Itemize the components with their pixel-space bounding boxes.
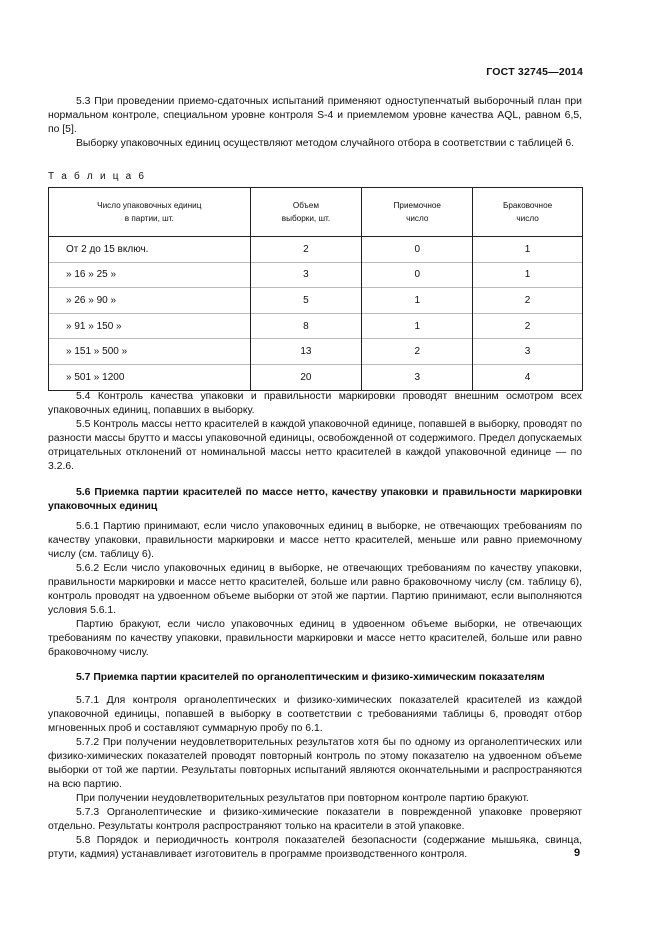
- section-heading-5-6: 5.6 Приемка партии красителей по массе нетто, качеству упаковки и правильности маркировки упаковочных единиц: [48, 487, 582, 512]
- paragraph-5-4: 5.4 Контроль качества упаковки и правильности маркировки проводят внешним осмотром всех упаковочных единиц, попавших в выборку.: [48, 391, 582, 416]
- cell-sample-size: 13: [250, 339, 362, 365]
- table-row: [49, 237, 583, 263]
- table-row: [49, 313, 583, 339]
- body-block: [48, 390, 582, 862]
- cell-rejection-number: 2: [473, 288, 583, 314]
- paragraph-reject: Партию бракуют, если число упаковочных единиц в удвоенном объеме выборки, не отвечающих требованиям по качеству упаковки, правильности маркировки и массе нетто красителей, больше или равно браковочному числу.: [48, 619, 582, 658]
- cell-lot-size: От 2 до 15 включ.: [49, 237, 251, 263]
- section-heading-5-7: 5.7 Приемка партии красителей по органолептическим и физико-химическим показателям: [76, 672, 545, 683]
- cell-acceptance-number: 0: [362, 262, 473, 288]
- cell-rejection-number: 1: [473, 262, 583, 288]
- cell-lot-size: » 16 » 25 »: [49, 262, 251, 288]
- cell-sample-size: 20: [250, 364, 362, 390]
- paragraph-5-6-1: 5.6.1 Партию принимают, если число упаковочных единиц в выборке, не отвечающих требованиям по качеству упаковки, правильности маркировки и массе нетто красителей, меньше или равно приемочному числу (см. таблицу 6).: [48, 521, 582, 560]
- paragraph-5-7-3: 5.7.3 Органолептические и физико-химические показатели в поврежденной упаковке проверяют отдельно. Результаты контроля распространяют только на красители в этой упаковке.: [48, 807, 582, 832]
- header-rejection-number: Браковочное число: [473, 188, 583, 237]
- cell-rejection-number: 2: [473, 313, 583, 339]
- cell-lot-size: » 151 » 500 »: [49, 339, 251, 365]
- table-caption: Т а б л и ц а 6: [48, 171, 147, 182]
- table-header-row: [49, 188, 583, 237]
- header-acceptance-number: Приемочное число: [362, 188, 473, 237]
- cell-sample-size: 8: [250, 313, 362, 339]
- cell-lot-size: » 26 » 90 »: [49, 288, 251, 314]
- document-code: ГОСТ 32745—2014: [486, 66, 583, 78]
- header-sample-size: Объем выборки, шт.: [250, 188, 362, 237]
- cell-lot-size: » 91 » 150 »: [49, 313, 251, 339]
- cell-sample-size: 5: [250, 288, 362, 314]
- paragraph-5-3: 5.3 При проведении приемо-сдаточных испытаний применяют одноступенчатый выборочный план при нормальном контроле, специальном уровне контроля S-4 и приемлемом уровне качества AQL, равном 6,5, по [5].: [48, 96, 582, 135]
- table-6: [48, 187, 583, 391]
- cell-sample-size: 2: [250, 237, 362, 263]
- paragraph-5-6-2: 5.6.2 Если число упаковочных единиц в выборке, не отвечающих требованиям по качеству упаковки, правильности маркировки и массе нетто красителей, больше или равно браковочному числу (см. таблицу 6), контроль проводят на удвоенном объеме выборки от этой же партии. Партию принимают, если выполняются условия 5.6.1.: [48, 563, 582, 616]
- paragraph-repeat: При получении неудовлетворительных результатов при повторном контроле партию бракуют.: [76, 793, 529, 804]
- cell-acceptance-number: 2: [362, 339, 473, 365]
- intro-block: [48, 95, 582, 151]
- header-lot-size: Число упаковочных единиц в партии, шт.: [49, 188, 251, 237]
- cell-acceptance-number: 1: [362, 288, 473, 314]
- paragraph-5-7-1: 5.7.1 Для контроля органолептических и физико-химических показателей красителей из каждой упаковочной единицы, попавшей в выборку в соответствии с требованиями таблицы 6, проводят отбор мгновенных проб и составляют суммарную пробу по 6.1.: [48, 695, 582, 734]
- cell-acceptance-number: 0: [362, 237, 473, 263]
- cell-rejection-number: 4: [473, 364, 583, 390]
- table-row: [49, 288, 583, 314]
- table-row: [49, 364, 583, 390]
- paragraph-sample: Выборку упаковочных единиц осуществляют методом случайного отбора в соответствии с таблицей 6.: [76, 138, 575, 149]
- table-row: [49, 262, 583, 288]
- cell-rejection-number: 3: [473, 339, 583, 365]
- cell-sample-size: 3: [250, 262, 362, 288]
- paragraph-5-7-2: 5.7.2 При получении неудовлетворительных результатов хотя бы по одному из органолептических или физико-химических показателей проводят повторный контроль по этому показателю на удвоенном объеме выборки от той же партии. Результаты повторных испытаний являются окончательными и распространяются на всю партию.: [48, 737, 582, 790]
- cell-lot-size: » 501 » 1200: [49, 364, 251, 390]
- paragraph-5-5: 5.5 Контроль массы нетто красителей в каждой упаковочной единице, попавшей в выборку, проводят по разности массы брутто и массы упаковочной единицы, освобожденной от содержимого. Предел допускаемых отрицательных отклонений от номинальной массы нетто красителей в каждой упаковочной единице — по 3.2.6.: [48, 419, 582, 472]
- paragraph-5-8: 5.8 Порядок и периодичность контроля показателей безопасности (содержание мышьяка, свинца, ртути, кадмия) устанавливает изготовитель в программе производственного контроля.: [48, 835, 582, 860]
- cell-acceptance-number: 3: [362, 364, 473, 390]
- cell-rejection-number: 1: [473, 237, 583, 263]
- cell-acceptance-number: 1: [362, 313, 473, 339]
- page-number: 9: [574, 847, 581, 859]
- table-row: [49, 339, 583, 365]
